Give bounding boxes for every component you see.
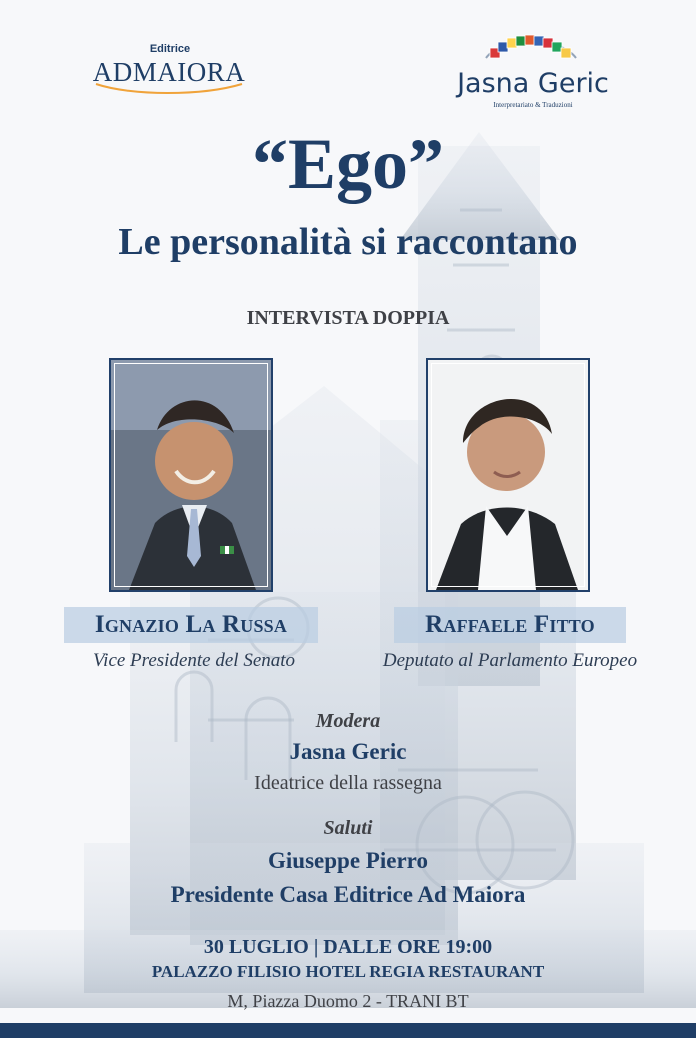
event-format: INTERVISTA DOPPIA bbox=[246, 307, 450, 329]
event-address: M, Piazza Duomo 2 - TRANI BT bbox=[227, 991, 469, 1011]
logo-left-top: Editrice bbox=[149, 43, 191, 55]
admaiora-logo-text: ADMAIORA bbox=[92, 58, 246, 87]
greetings-label: Saluti bbox=[323, 817, 373, 839]
event-title: “Ego” bbox=[251, 124, 445, 204]
guest-photo-right bbox=[426, 358, 590, 592]
guest-photo-left bbox=[109, 358, 273, 592]
guest-name-box-left bbox=[64, 607, 318, 643]
moderator-name: Jasna Geric bbox=[289, 739, 407, 764]
bottom-bar bbox=[0, 1023, 696, 1038]
logo-right-name: Jasna Geric bbox=[457, 68, 609, 99]
guest-role-right: Deputato al Parlamento Europeo bbox=[382, 650, 638, 671]
moderator-role: Ideatrice della rassegna bbox=[254, 772, 442, 794]
logo-right-subtitle: Interpretariato & Traduzioni bbox=[493, 101, 573, 109]
guest-name-box-right bbox=[394, 607, 626, 643]
guest-role-left: Vice Presidente del Senato bbox=[92, 650, 296, 671]
moderation-label: Modera bbox=[315, 710, 381, 732]
admaiora-logo bbox=[92, 58, 247, 96]
event-date-time: 30 LUGLIO | DALLE ORE 19:00 bbox=[203, 936, 493, 958]
event-venue: PALAZZO FILISIO HOTEL REGIA RESTAURANT bbox=[151, 962, 545, 981]
event-subtitle: Le personalità si raccontano bbox=[118, 221, 578, 263]
portrait-left-icon bbox=[111, 360, 271, 590]
greetings-name: Giuseppe Pierro bbox=[268, 848, 428, 873]
greetings-role: Presidente Casa Editrice Ad Maiora bbox=[170, 882, 526, 907]
flags-icon bbox=[482, 33, 580, 67]
guest-name-left: Ignazio La Russa bbox=[94, 611, 288, 638]
guest-name-right: Raffaele Fitto bbox=[425, 611, 595, 638]
portrait-right-icon bbox=[428, 360, 588, 590]
